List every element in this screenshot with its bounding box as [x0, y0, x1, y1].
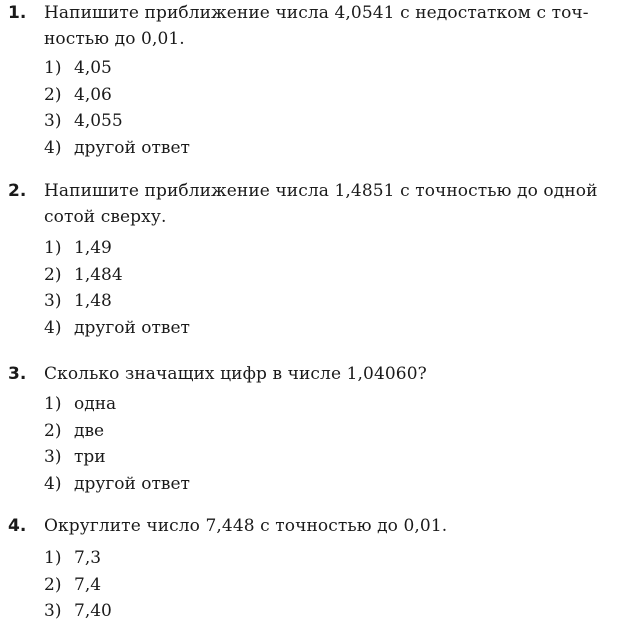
- answer-option: [44, 471, 190, 498]
- option-number: 4): [44, 474, 62, 495]
- question-text-line: Напишите приближение числа 4,0541 с недостатком с точ-: [44, 3, 589, 23]
- answer-options: [44, 391, 190, 498]
- question-text-line: ностью до 0,01.: [44, 29, 185, 49]
- answer-option: [44, 108, 190, 135]
- option-label: другой ответ: [74, 474, 190, 495]
- answer-option: [44, 572, 112, 599]
- option-number: 3): [44, 111, 62, 132]
- answer-options: [44, 235, 190, 342]
- option-number: 4): [44, 318, 62, 339]
- answer-option: [44, 235, 190, 262]
- answer-option: [44, 598, 112, 625]
- question-text-line: сотой сверху.: [44, 207, 167, 227]
- option-number: 1): [44, 58, 62, 78]
- option-label: 7,3: [74, 548, 102, 568]
- answer-option: [44, 444, 190, 471]
- question-text-line: Сколько значащих цифр в числе 1,04060?: [44, 364, 427, 384]
- question-number: 4.: [8, 516, 27, 536]
- option-label: другой ответ: [74, 138, 190, 159]
- question-number: 3.: [8, 364, 27, 384]
- option-label: три: [74, 447, 106, 468]
- question-number: 1.: [8, 3, 27, 23]
- option-label: 4,055: [74, 111, 123, 132]
- option-label: другой ответ: [74, 318, 190, 339]
- question-number: 2.: [8, 181, 27, 201]
- option-number: 4): [44, 138, 62, 159]
- answer-option: [44, 55, 190, 82]
- option-number: 2): [44, 84, 62, 105]
- answer-option: [44, 418, 190, 445]
- answer-option: [44, 288, 190, 315]
- answer-option: [44, 545, 112, 572]
- option-number: 3): [44, 601, 62, 622]
- option-number: 1): [44, 238, 62, 258]
- answer-option: [44, 391, 190, 418]
- option-label: 4,05: [74, 58, 112, 78]
- answer-option: [44, 315, 190, 342]
- answer-option: [44, 262, 190, 289]
- option-label: 1,49: [74, 238, 112, 258]
- option-label: одна: [74, 394, 117, 414]
- option-label: 7,4: [74, 574, 102, 595]
- answer-options: [44, 545, 112, 625]
- option-number: 2): [44, 574, 62, 595]
- option-label: две: [74, 420, 105, 441]
- option-number: 2): [44, 420, 62, 441]
- answer-option: [44, 135, 190, 162]
- question-text: [44, 0, 634, 52]
- option-number: 1): [44, 394, 62, 414]
- question-text-line: Напишите приближение числа 1,4851 с точностью до одной: [44, 181, 598, 201]
- option-number: 3): [44, 447, 62, 468]
- option-label: 1,48: [74, 291, 112, 312]
- option-label: 7,40: [74, 601, 112, 622]
- question-text: [44, 361, 634, 387]
- question-text-line: Округлите число 7,448 с точностью до 0,01.: [44, 516, 448, 536]
- answer-option: [44, 82, 190, 109]
- option-number: 1): [44, 548, 62, 568]
- question-text: [44, 513, 634, 539]
- option-number: 3): [44, 291, 62, 312]
- option-label: 1,484: [74, 264, 123, 285]
- option-label: 4,06: [74, 84, 112, 105]
- option-number: 2): [44, 264, 62, 285]
- question-text: [44, 178, 634, 230]
- answer-options: [44, 55, 190, 162]
